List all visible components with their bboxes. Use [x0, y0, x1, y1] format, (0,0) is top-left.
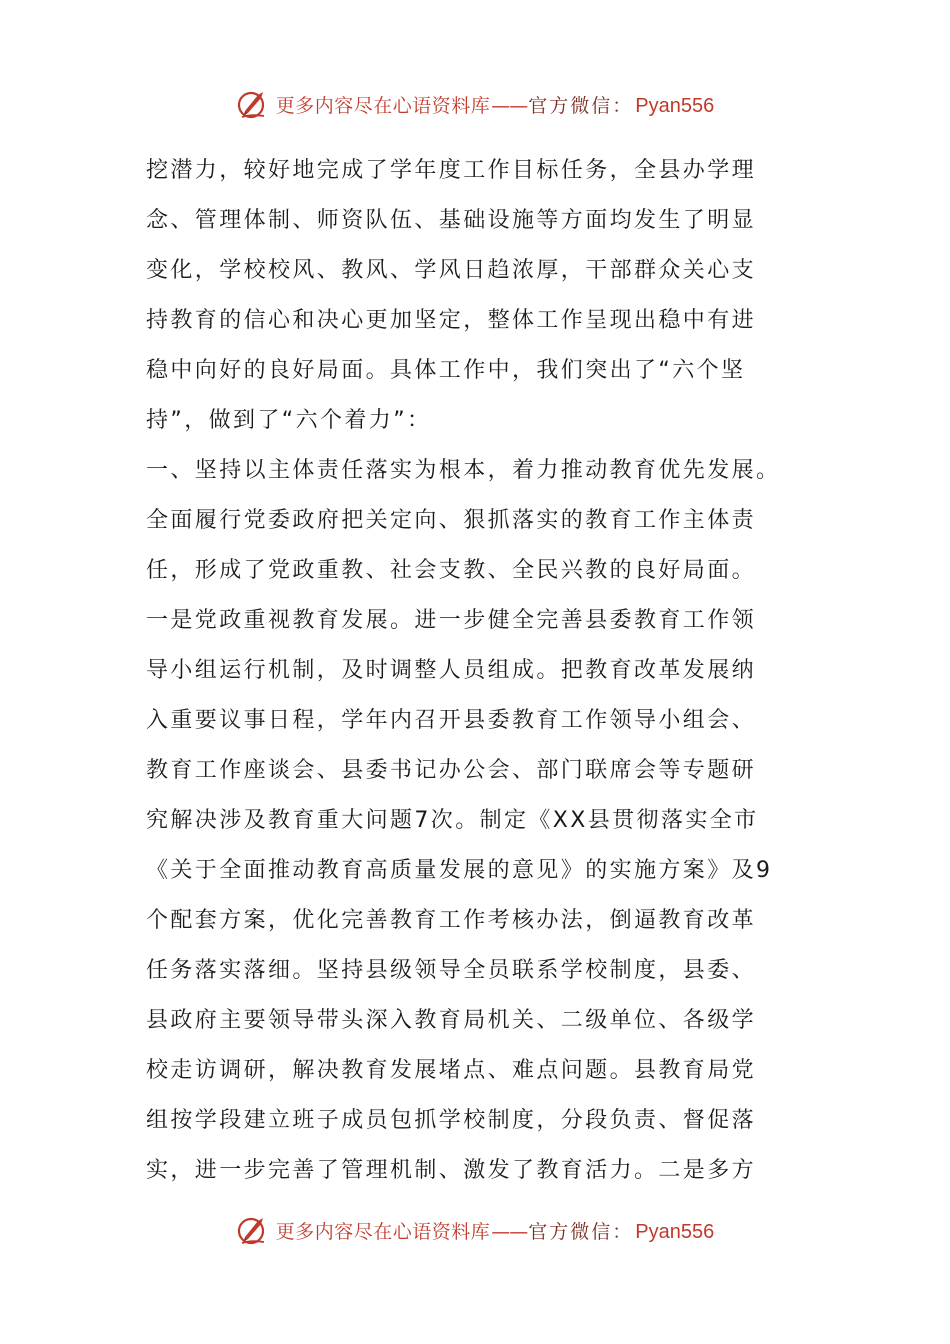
- body-text-line: 持教育的信心和决心更加坚定，整体工作呈现出稳中有进: [146, 308, 757, 333]
- footer-banner-text: [276, 1217, 715, 1244]
- body-text-line: 个配套方案，优化完善教育工作考核办法，倒逼教育改革: [146, 908, 757, 933]
- header-banner-separator: ——: [491, 94, 528, 117]
- footer-banner: [0, 1210, 950, 1250]
- footer-banner-separator: ——: [491, 1220, 528, 1243]
- header-banner-wechat-id: Pyan556: [635, 94, 715, 117]
- body-text-line: 导小组运行机制，及时调整人员组成。把教育改革发展纳: [146, 658, 757, 683]
- body-text-line: 任务落实落细。坚持县级领导全员联系学校制度，县委、: [146, 958, 757, 983]
- header-banner-title: 更多内容尽在心语资料库: [275, 94, 491, 117]
- body-text-line: 县政府主要领导带头深入教育局机关、二级单位、各级学: [146, 1008, 757, 1033]
- document-body: [146, 146, 806, 1196]
- header-banner: [0, 84, 950, 124]
- body-text-line: 稳中向好的良好局面。具体工作中，我们突出了“六个坚: [146, 358, 746, 383]
- body-text-line: 一、坚持以主体责任落实为根本，着力推动教育优先发展。: [146, 458, 781, 483]
- body-text-line: 究解决涉及教育重大问题7次。制定《XX县贯彻落实全市: [146, 808, 759, 833]
- body-text-line: 变化，学校校风、教风、学风日趋浓厚，干部群众关心支: [146, 258, 757, 283]
- footer-banner-wechat-id: Pyan556: [635, 1220, 715, 1243]
- body-text-line: 入重要议事日程，学年内召开县委教育工作领导小组会、: [146, 708, 757, 733]
- footer-banner-title: 更多内容尽在心语资料库: [275, 1220, 491, 1243]
- body-text-line: 《关于全面推动教育高质量发展的意见》的实施方案》及9: [146, 858, 773, 883]
- body-text-line: 实，进一步完善了管理机制、激发了教育活力。二是多方: [146, 1158, 757, 1183]
- body-text-line: 挖潜力，较好地完成了学年度工作目标任务，全县办学理: [146, 158, 757, 183]
- body-text-line: 一是党政重视教育发展。进一步健全完善县委教育工作领: [146, 608, 757, 633]
- body-text-line: 任，形成了党政重教、社会支教、全民兴教的良好局面。: [146, 558, 757, 583]
- body-text-line: 校走访调研，解决教育发展堵点、难点问题。县教育局党: [146, 1058, 757, 1083]
- body-text-line: 教育工作座谈会、县委书记办公会、部门联席会等专题研: [146, 758, 757, 783]
- header-banner-text: [276, 91, 715, 118]
- pen-circle-logo-icon: [236, 87, 270, 121]
- header-banner-wechat-label: 官方微信：: [528, 94, 634, 117]
- body-text-line: 念、管理体制、师资队伍、基础设施等方面均发生了明显: [146, 208, 757, 233]
- body-text-line: 全面履行党委政府把关定向、狠抓落实的教育工作主体责: [146, 508, 757, 533]
- body-text-line: 组按学段建立班子成员包抓学校制度，分段负责、督促落: [146, 1108, 757, 1133]
- footer-banner-wechat-label: 官方微信：: [528, 1220, 634, 1243]
- pen-circle-logo-icon: [236, 1213, 270, 1247]
- body-text-line: 持”，做到了“六个着力”：: [146, 408, 432, 433]
